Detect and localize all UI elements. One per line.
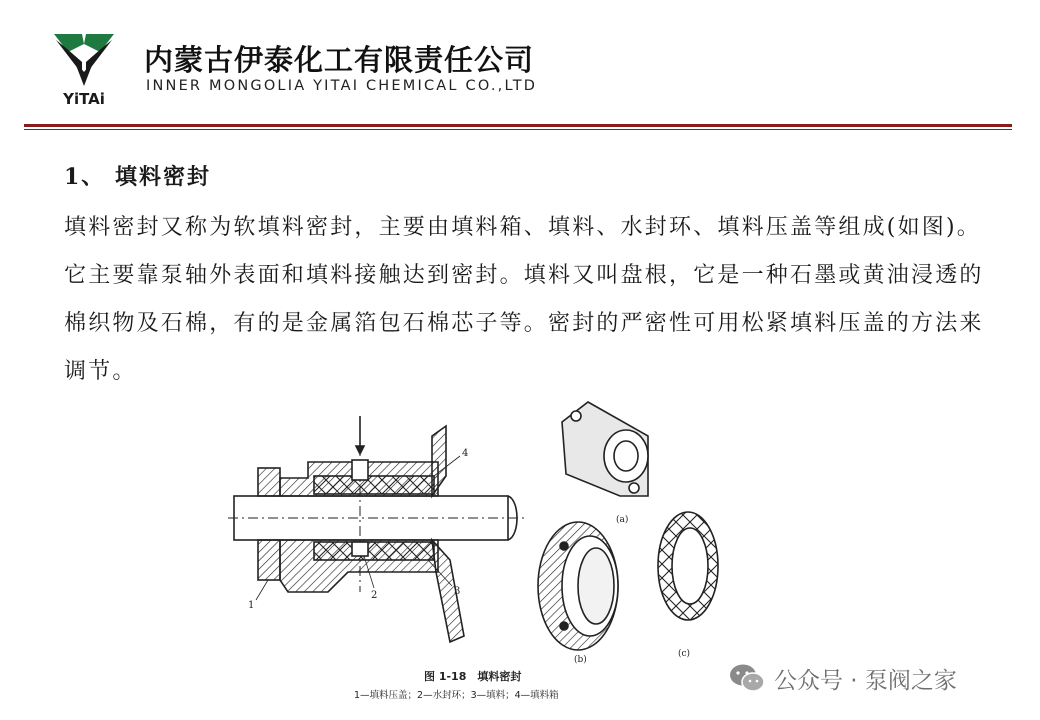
watermark [728, 658, 957, 698]
header-rule-thin [24, 129, 1012, 130]
logo-text: YiTAi [63, 90, 105, 108]
sectional-drawing [228, 416, 528, 642]
company-name-cn: 内蒙古伊泰化工有限责任公司 [144, 43, 535, 77]
packing-ring-c [658, 512, 718, 659]
part-label-4: 4 [462, 448, 469, 459]
lantern-ring-b [538, 522, 618, 665]
company-name-en: INNER MONGOLIA YITAI CHEMICAL CO.,LTD [146, 78, 538, 94]
figure-caption: 图 1-18 填料密封 [424, 670, 522, 683]
part-label-2: 2 [371, 590, 378, 601]
gland-drawing-a [562, 402, 648, 525]
sub-label-b: (b) [574, 655, 587, 665]
body-paragraph: 填料密封又称为软填料密封，主要由填料箱、填料、水封环、填料压盖等组成(如图)。它主要靠泵轴外表面和填料接触达到密封。填料又叫盘根，它是一种石墨或黄油浸透的棉织物及石棉，有的是金属箔包石棉芯子等。密封的严密性可用松紧填料压盖的方法来调节。 [64, 215, 984, 384]
packing-seal-figure [228, 396, 728, 708]
company-logo [52, 26, 116, 108]
section-title: 1、 填料密封 [64, 164, 211, 190]
header-rule [24, 124, 1012, 127]
figure-legend: 1—填料压盖；2—水封环；3—填料；4—填料箱 [354, 690, 559, 701]
sub-label-a: (a) [616, 515, 629, 525]
watermark-text: 公众号 · 泵阀之家 [774, 667, 957, 694]
part-label-1: 1 [248, 600, 255, 611]
part-label-3: 3 [454, 586, 461, 597]
sub-label-c: (c) [678, 649, 691, 659]
wechat-icon [728, 663, 766, 693]
